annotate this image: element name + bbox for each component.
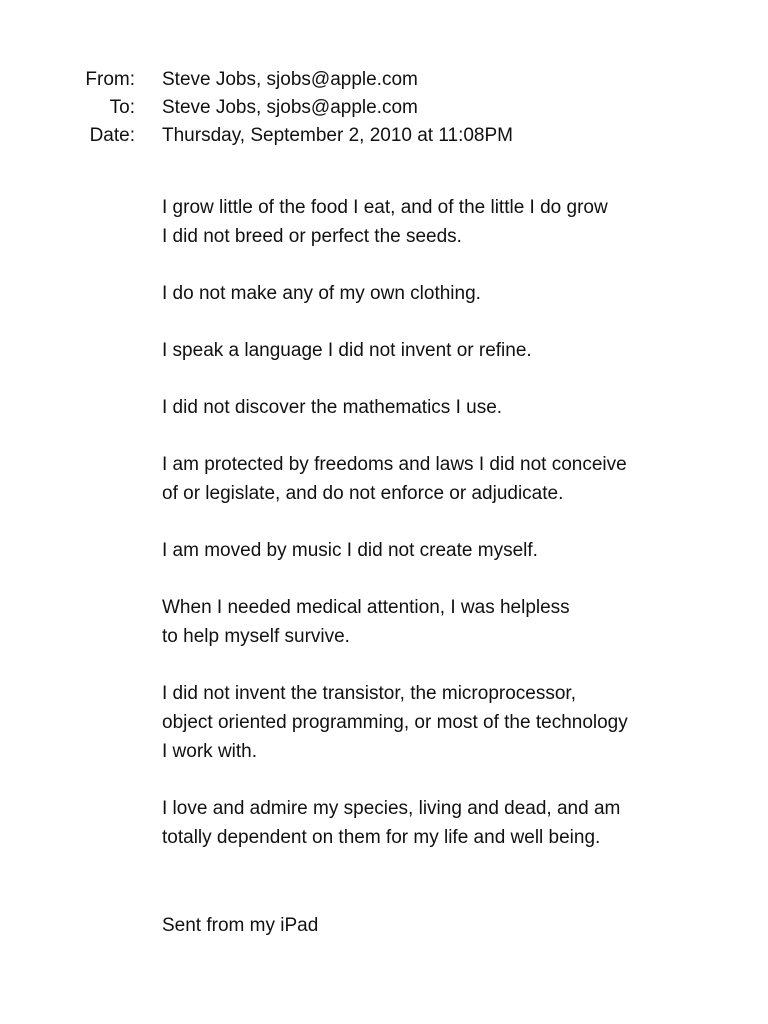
from-row xyxy=(0,66,768,94)
email-body xyxy=(162,193,742,880)
body-paragraph xyxy=(162,279,742,308)
body-paragraph xyxy=(162,193,742,251)
from-value: Steve Jobs, sjobs@apple.com xyxy=(162,69,418,90)
body-paragraph xyxy=(162,536,742,565)
date-value: Thursday, September 2, 2010 at 11:08PM xyxy=(162,125,513,146)
paragraph-line: I am protected by freedoms and laws I did not conceive xyxy=(162,454,627,475)
paragraph-line: to help myself survive. xyxy=(162,626,350,647)
date-label: Date: xyxy=(89,125,135,146)
date-row xyxy=(0,122,768,150)
paragraph-line: I love and admire my species, living and dead, and am xyxy=(162,798,621,819)
paragraph-line: I did not breed or perfect the seeds. xyxy=(162,226,462,247)
body-paragraph xyxy=(162,450,742,508)
paragraph-line: I work with. xyxy=(162,741,258,762)
to-label: To: xyxy=(109,97,135,118)
body-paragraph xyxy=(162,593,742,651)
paragraph-line: I grow little of the food I eat, and of the little I do grow xyxy=(162,197,608,218)
body-paragraph xyxy=(162,336,742,365)
paragraph-line: of or legislate, and do not enforce or adjudicate. xyxy=(162,483,564,504)
body-paragraph xyxy=(162,679,742,766)
to-value: Steve Jobs, sjobs@apple.com xyxy=(162,97,418,118)
signature: Sent from my iPad xyxy=(162,915,319,936)
paragraph-line: I do not make any of my own clothing. xyxy=(162,283,481,304)
paragraph-line: I speak a language I did not invent or refine. xyxy=(162,340,532,361)
paragraph-line: I did not invent the transistor, the microprocessor, xyxy=(162,683,576,704)
body-paragraph xyxy=(162,393,742,422)
body-paragraph xyxy=(162,794,742,852)
paragraph-line: object oriented programming, or most of the technology xyxy=(162,712,628,733)
email-header xyxy=(0,66,768,150)
from-label: From: xyxy=(85,69,135,90)
to-row xyxy=(0,94,768,122)
paragraph-line: I am moved by music I did not create myself. xyxy=(162,540,538,561)
paragraph-line: I did not discover the mathematics I use. xyxy=(162,397,503,418)
paragraph-line: totally dependent on them for my life and well being. xyxy=(162,827,601,848)
paragraph-line: When I needed medical attention, I was helpless xyxy=(162,597,570,618)
